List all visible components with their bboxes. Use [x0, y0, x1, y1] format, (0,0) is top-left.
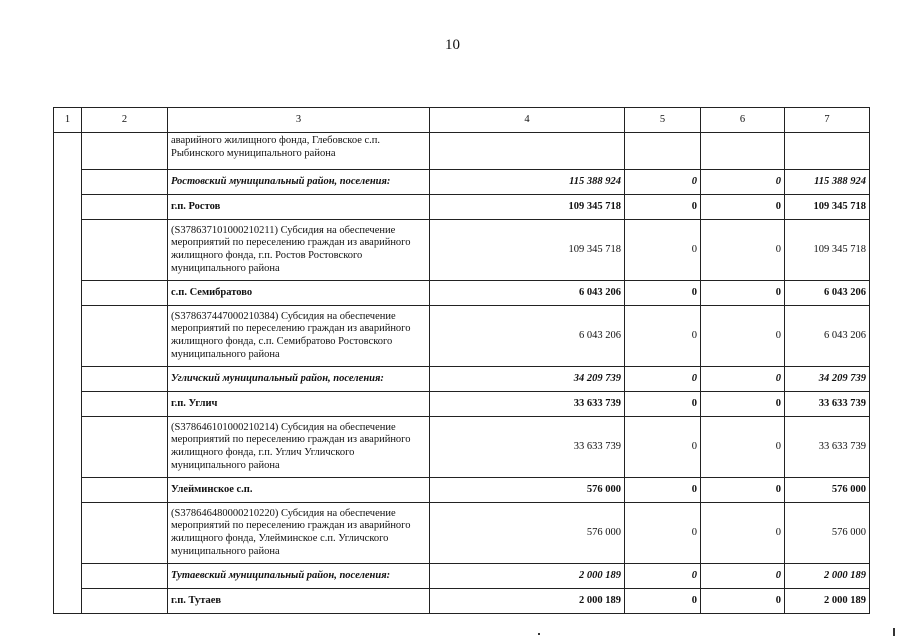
column-2-cell — [82, 367, 168, 392]
column-7-value: 33 633 739 — [785, 392, 870, 417]
column-header-1: 1 — [54, 108, 82, 133]
column-header-7: 7 — [785, 108, 870, 133]
column-5-value: 0 — [625, 392, 701, 417]
row-name-cell: Тутаевский муниципальный район, поселения: — [168, 564, 430, 589]
column-4-value: 2 000 189 — [430, 564, 625, 589]
column-2-cell — [82, 170, 168, 195]
column-7-value: 109 345 718 — [785, 195, 870, 220]
column-5-value: 0 — [625, 564, 701, 589]
column-2-cell — [82, 195, 168, 220]
table-row — [54, 417, 870, 478]
column-4-value: 6 043 206 — [430, 306, 625, 367]
column-2-cell — [82, 564, 168, 589]
column-6-value: 0 — [701, 503, 785, 564]
column-2-cell — [82, 306, 168, 367]
column-4-value: 2 000 189 — [430, 589, 625, 614]
column-header-6: 6 — [701, 108, 785, 133]
column-6-value: 0 — [701, 478, 785, 503]
column-5-value: 0 — [625, 170, 701, 195]
column-4-value: 33 633 739 — [430, 417, 625, 478]
column-7-value: 2 000 189 — [785, 564, 870, 589]
table-row — [54, 306, 870, 367]
table-row — [54, 564, 870, 589]
column-4-value: 109 345 718 — [430, 195, 625, 220]
row-name-cell: (S378637101000210211) Субсидия на обеспечение мероприятий по переселению граждан из аварийного жилищного фонда, г.п. Ростов Ростовского муниципального района — [168, 220, 430, 281]
column-4-value: 109 345 718 — [430, 220, 625, 281]
table-row — [54, 281, 870, 306]
row-name-cell: г.п. Ростов — [168, 195, 430, 220]
row-name-cell: г.п. Углич — [168, 392, 430, 417]
column-2-cell — [82, 220, 168, 281]
scan-mark — [893, 628, 895, 636]
column-5-value: 0 — [625, 306, 701, 367]
column-header-3: 3 — [168, 108, 430, 133]
column-6-value: 0 — [701, 392, 785, 417]
row-name-cell: Ростовский муниципальный район, поселения: — [168, 170, 430, 195]
column-5-value: 0 — [625, 503, 701, 564]
column-7-value: 6 043 206 — [785, 306, 870, 367]
column-4-value: 576 000 — [430, 478, 625, 503]
column-header-4: 4 — [430, 108, 625, 133]
table-row — [54, 220, 870, 281]
row-name-cell: Улейминское с.п. — [168, 478, 430, 503]
column-2-cell — [82, 589, 168, 614]
column-header-row — [54, 108, 870, 133]
column-7-value: 2 000 189 — [785, 589, 870, 614]
column-4-value: 33 633 739 — [430, 392, 625, 417]
column-6-value: 0 — [701, 170, 785, 195]
column-7-value: 576 000 — [785, 478, 870, 503]
column-5-value: 0 — [625, 589, 701, 614]
column-2-cell — [82, 133, 168, 170]
row-name-cell: (S378646101000210214) Субсидия на обеспечение мероприятий по переселению граждан из аварийного жилищного фонда, г.п. Углич Угличского муниципального района — [168, 417, 430, 478]
row-name-cell: (S378646480000210220) Субсидия на обеспечение мероприятий по переселению граждан из аварийного жилищного фонда, Улейминское с.п. Угличского муниципального района — [168, 503, 430, 564]
column-6-value: 0 — [701, 589, 785, 614]
column-5-value: 0 — [625, 417, 701, 478]
column-5-value: 0 — [625, 281, 701, 306]
column-6-value — [701, 133, 785, 170]
column-6-value: 0 — [701, 281, 785, 306]
page-number: 10 — [445, 37, 460, 53]
column-2-cell — [82, 503, 168, 564]
column-7-value: 576 000 — [785, 503, 870, 564]
column-5-value: 0 — [625, 367, 701, 392]
column-6-value: 0 — [701, 564, 785, 589]
column-5-value: 0 — [625, 220, 701, 281]
column-5-value: 0 — [625, 195, 701, 220]
table-row — [54, 478, 870, 503]
column-header-5: 5 — [625, 108, 701, 133]
table-row — [54, 195, 870, 220]
table-row — [54, 133, 870, 170]
column-6-value: 0 — [701, 195, 785, 220]
budget-table — [53, 107, 870, 614]
column-7-value — [785, 133, 870, 170]
column-5-value — [625, 133, 701, 170]
column-4-value: 576 000 — [430, 503, 625, 564]
column-6-value: 0 — [701, 306, 785, 367]
row-name-cell: с.п. Семибратово — [168, 281, 430, 306]
column-6-value: 0 — [701, 367, 785, 392]
table-row — [54, 503, 870, 564]
column-header-2: 2 — [82, 108, 168, 133]
column-4-value: 115 388 924 — [430, 170, 625, 195]
table-row — [54, 589, 870, 614]
column-7-value: 109 345 718 — [785, 220, 870, 281]
table-row — [54, 170, 870, 195]
table-row — [54, 367, 870, 392]
row-name-cell: Угличский муниципальный район, поселения: — [168, 367, 430, 392]
column-6-value: 0 — [701, 417, 785, 478]
table-row — [54, 392, 870, 417]
column-6-value: 0 — [701, 220, 785, 281]
column-4-value: 6 043 206 — [430, 281, 625, 306]
column-2-cell — [82, 281, 168, 306]
column-5-value: 0 — [625, 478, 701, 503]
row-name-cell: аварийного жилищного фонда, Глебовское с.п. Рыбинского муниципального района — [168, 133, 430, 170]
scan-dot — [538, 633, 540, 635]
table-body — [54, 108, 870, 614]
column-7-value: 6 043 206 — [785, 281, 870, 306]
column-4-value — [430, 133, 625, 170]
column-2-cell — [82, 417, 168, 478]
column-7-value: 115 388 924 — [785, 170, 870, 195]
column-2-cell — [82, 478, 168, 503]
column-4-value: 34 209 739 — [430, 367, 625, 392]
column-2-cell — [82, 392, 168, 417]
column-7-value: 34 209 739 — [785, 367, 870, 392]
column-7-value: 33 633 739 — [785, 417, 870, 478]
column-1-merged-cell — [54, 133, 82, 614]
row-name-cell: г.п. Тутаев — [168, 589, 430, 614]
row-name-cell: (S378637447000210384) Субсидия на обеспечение мероприятий по переселению граждан из аварийного жилищного фонда, с.п. Семибратово Ростовского муниципального района — [168, 306, 430, 367]
